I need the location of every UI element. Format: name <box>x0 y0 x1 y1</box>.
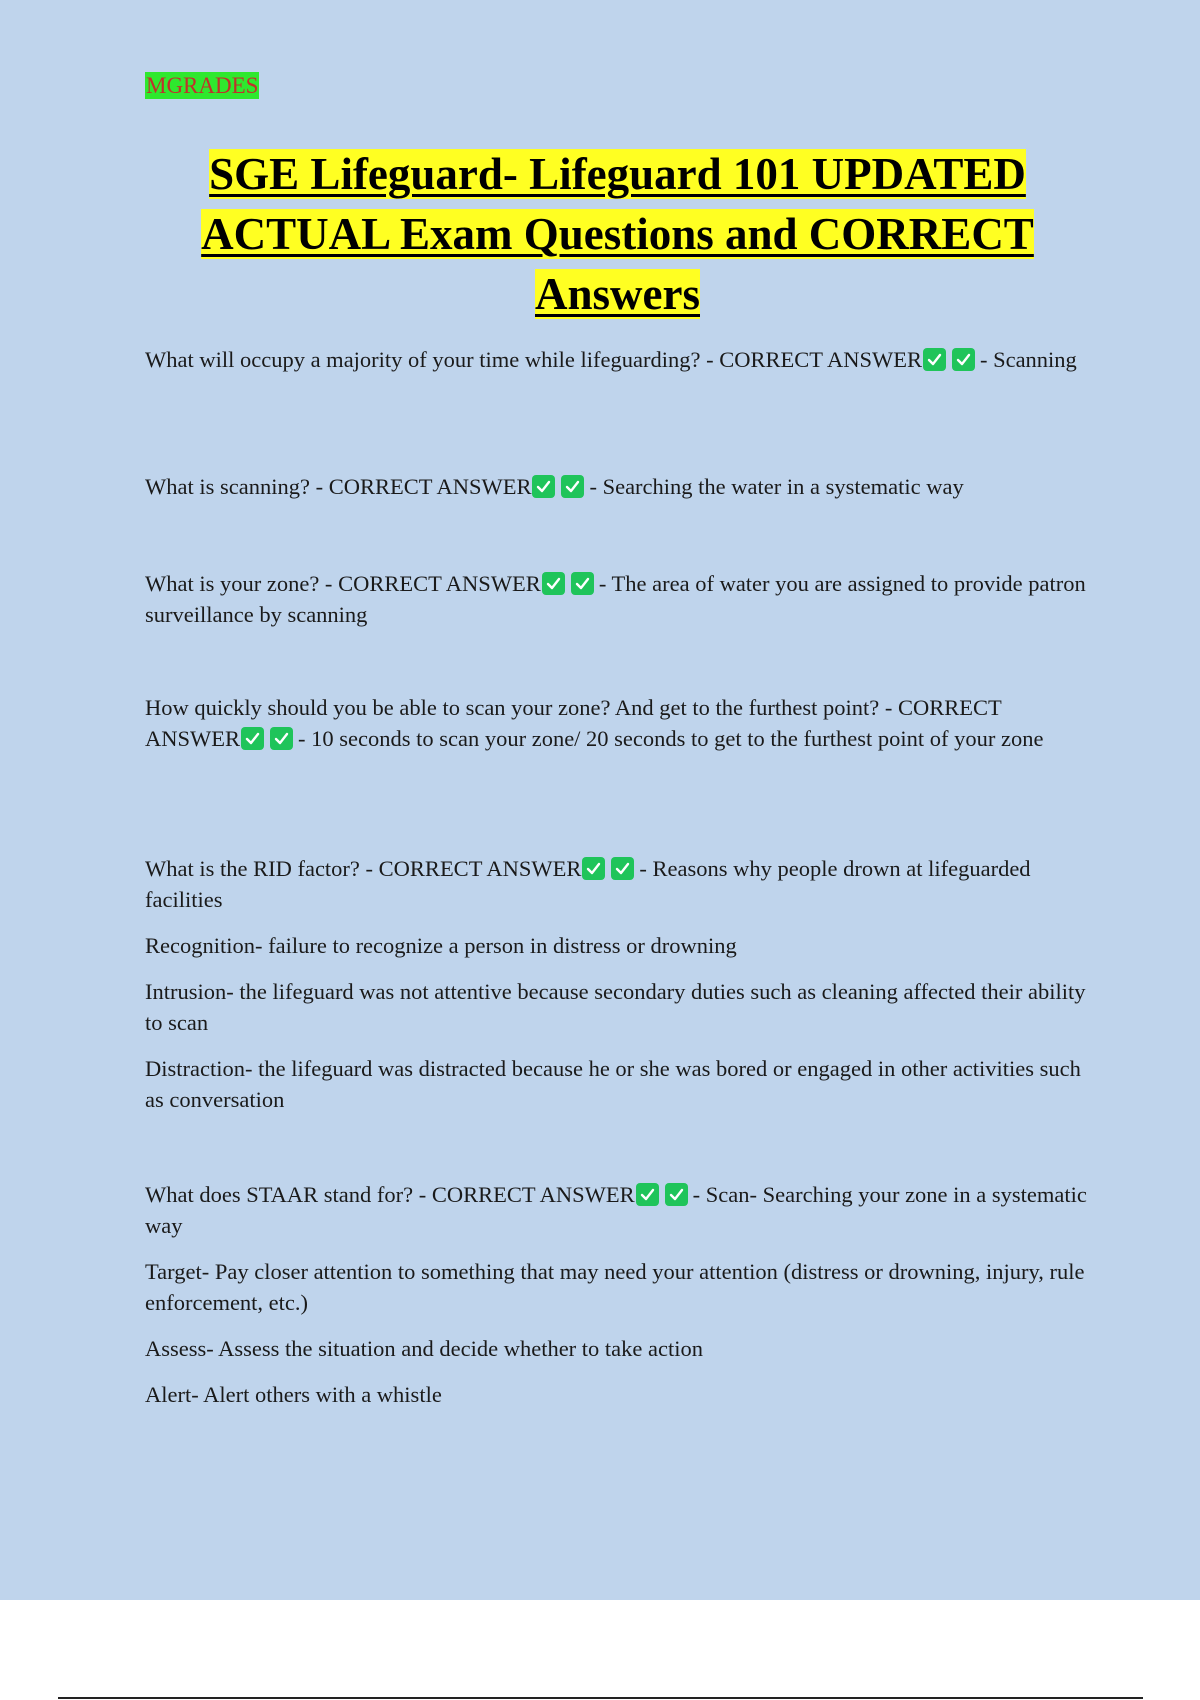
check-icon <box>582 857 605 880</box>
title-text: SGE Lifeguard- Lifeguard 101 UPDATED ACTUAL Exam Questions and CORRECT Answers <box>201 149 1034 319</box>
check-icon <box>923 348 946 371</box>
detail-paragraph: Alert- Alert others with a whistle <box>145 1382 442 1407</box>
check-icon <box>542 572 565 595</box>
question-text: What is your zone? - <box>145 571 333 596</box>
detail-paragraph: Target- Pay closer attention to something that may need your attention (distress or drowning, injury, rule enforcement, etc.) <box>145 1259 1085 1315</box>
document-title <box>145 144 1090 324</box>
qa-main-paragraph <box>145 471 1090 502</box>
answer-marker: CORRECT ANSWER <box>328 474 532 499</box>
answer-text: - The area of water you are assigned to provide patron surveillance by scanning <box>145 571 1086 627</box>
answer-marker: CORRECT ANSWER <box>719 347 922 372</box>
qa-item <box>145 471 1090 502</box>
answer-text: - Searching the water in a systematic way <box>589 474 964 499</box>
detail-paragraph: Assess- Assess the situation and decide whether to take action <box>145 1336 703 1361</box>
qa-main-paragraph <box>145 692 1090 754</box>
question-text: What is scanning? - <box>145 474 324 499</box>
qa-main-paragraph <box>145 568 1090 630</box>
answer-text: - Scan- Searching your zone in a systematic way <box>145 1182 1087 1238</box>
answer-text: - Reasons why people drown at lifeguarded facilities <box>145 856 1031 912</box>
qa-main-paragraph <box>145 1179 1090 1241</box>
answer-marker: CORRECT ANSWER <box>431 1182 635 1207</box>
detail-paragraph: Recognition- failure to recognize a person in distress or drowning <box>145 933 737 958</box>
qa-item <box>145 853 1090 1115</box>
answer-marker: CORRECT ANSWER <box>145 695 1002 751</box>
check-icon <box>571 572 594 595</box>
qa-item <box>145 1179 1090 1410</box>
question-text: What will occupy a majority of your time while lifeguarding? - <box>145 347 714 372</box>
check-icon <box>270 727 293 750</box>
check-icon <box>952 348 975 371</box>
answer-marker: CORRECT ANSWER <box>338 571 541 596</box>
footer-divider <box>58 1697 1143 1699</box>
question-text: How quickly should you be able to scan your zone? And get to the furthest point? - <box>145 695 893 720</box>
check-icon <box>532 475 555 498</box>
question-text: What does STAAR stand for? - <box>145 1182 427 1207</box>
qa-item <box>145 568 1090 630</box>
check-icon <box>611 857 634 880</box>
check-icon <box>665 1183 688 1206</box>
qa-item <box>145 344 1090 375</box>
check-icon <box>561 475 584 498</box>
detail-paragraph: Distraction- the lifeguard was distracted because he or she was bored or engaged in other activities such as conversation <box>145 1056 1081 1112</box>
watermark: MGRADES <box>146 73 259 98</box>
answer-text: - Scanning <box>979 347 1077 372</box>
check-icon <box>241 727 264 750</box>
answer-text: - 10 seconds to scan your zone/ 20 seconds to get to the furthest point of your zone <box>298 726 1044 751</box>
qa-item <box>145 692 1090 754</box>
watermark-row <box>145 72 259 99</box>
question-text: What is the RID factor? - <box>145 856 374 881</box>
answer-marker: CORRECT ANSWER <box>378 856 582 881</box>
detail-paragraph: Intrusion- the lifeguard was not attentive because secondary duties such as cleaning affected their ability to scan <box>145 979 1086 1035</box>
qa-main-paragraph <box>145 344 1090 375</box>
qa-main-paragraph <box>145 853 1090 915</box>
check-icon <box>636 1183 659 1206</box>
